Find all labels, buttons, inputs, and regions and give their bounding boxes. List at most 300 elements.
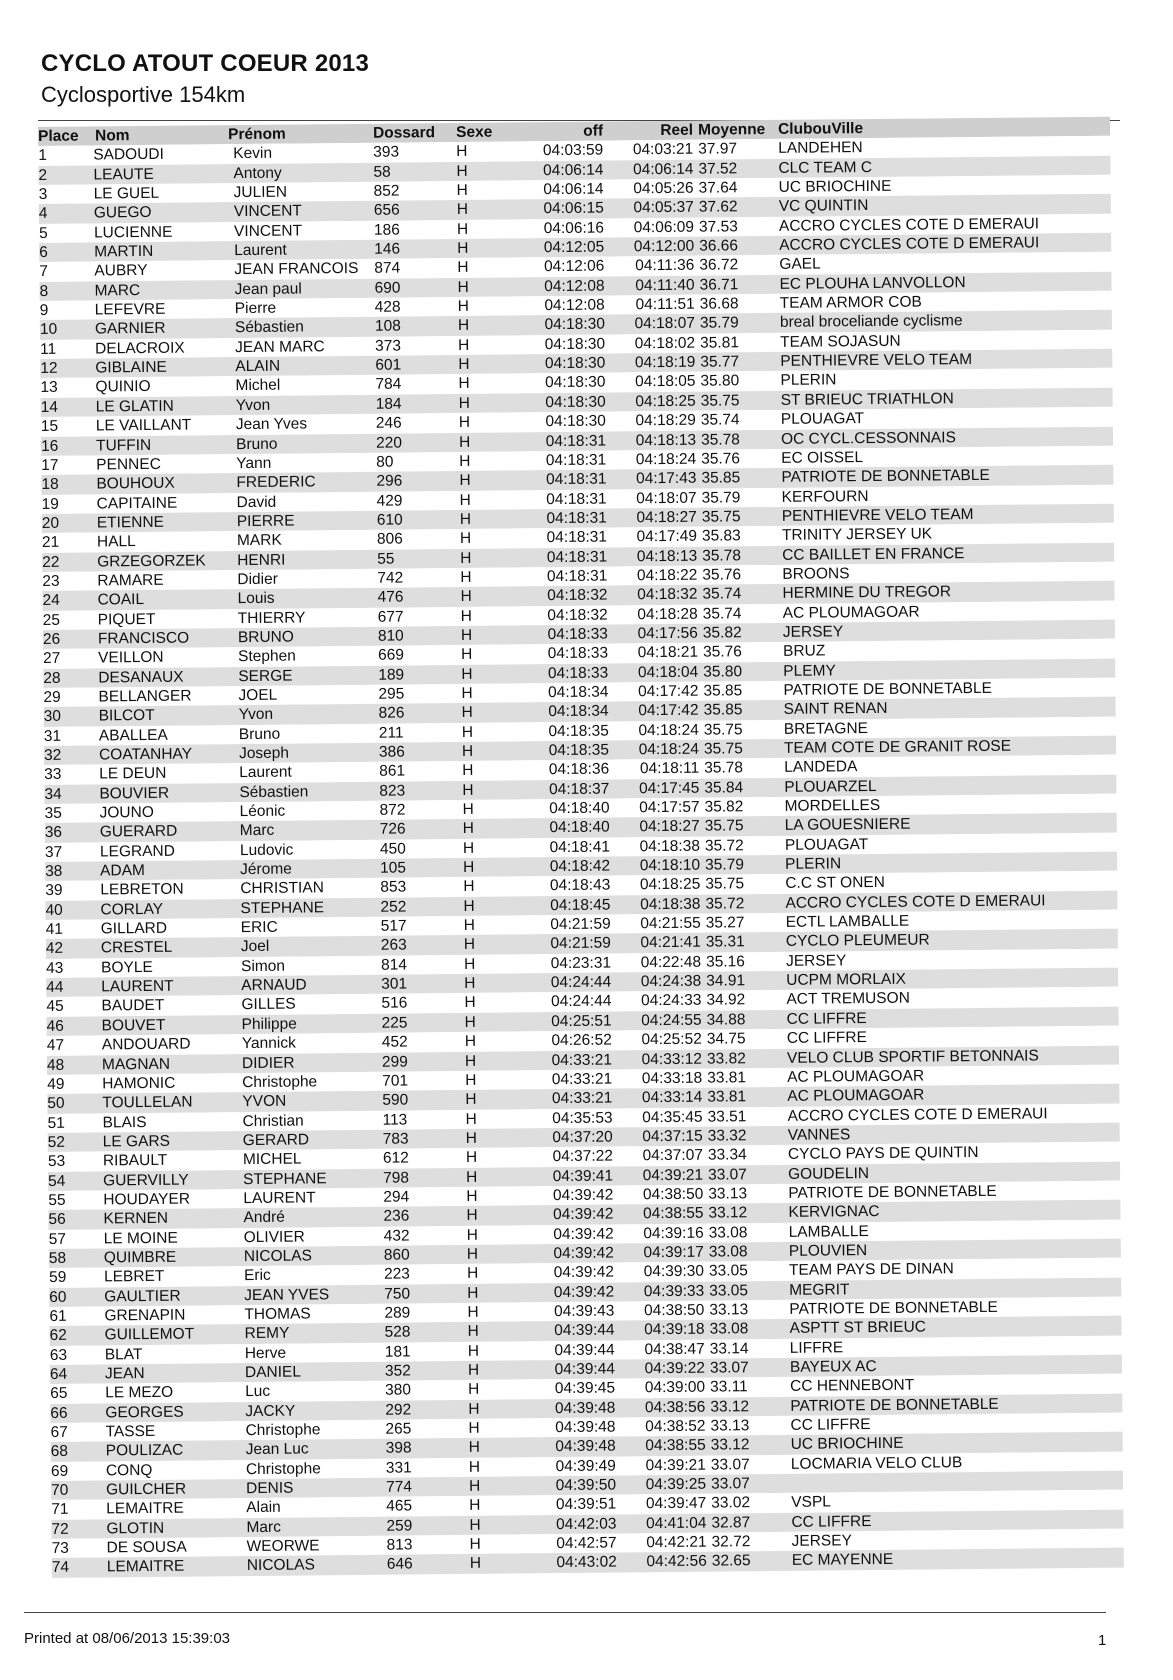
cell-off: 04:12:08 [544,277,605,295]
cell-nom: CRESTEL [100,939,173,957]
cell-prenom: REMY [244,1324,290,1343]
cell-sexe: H [459,472,471,490]
cell-moyenne: 33.12 [708,1204,748,1222]
cell-nom: RIBAULT [102,1152,168,1170]
cell-club: LANDEHEN [778,139,863,158]
cell-off: 04:39:41 [552,1167,614,1185]
cell-reel: 04:39:16 [643,1224,704,1242]
cell-club: PLOUVIEN [788,1242,868,1260]
cell-reel: 04:18:11 [639,760,700,778]
cell-place: 7 [39,263,49,281]
cell-prenom: DENIS [245,1479,294,1498]
cell-moyenne: 35.82 [702,624,742,642]
cell-off: 04:35:53 [552,1109,613,1127]
cell-sexe: H [469,1555,482,1573]
cell-moyenne: 33.81 [707,1069,747,1087]
cell-nom: BLAT [104,1345,143,1364]
cell-dossard: 292 [385,1401,412,1419]
cell-prenom: Yannick [241,1034,296,1053]
cell-nom: GUILCHER [106,1480,187,1499]
cell-moyenne: 35.80 [703,662,743,681]
cell-reel: 04:18:24 [635,450,697,469]
cell-off: 04:18:40 [549,818,610,837]
results-table [38,117,1124,1578]
cell-prenom: Sébastien [239,783,309,801]
header-reel: Reel [660,121,694,140]
cell-reel: 04:17:45 [638,779,700,797]
cell-sexe: H [458,355,470,374]
cell-dossard: 289 [384,1304,411,1322]
cell-sexe: H [468,1419,480,1437]
cell-nom: LEAUTE [93,165,154,184]
cell-sexe: H [461,704,473,722]
cell-prenom: Luc [245,1383,271,1401]
cell-place: 17 [41,456,59,474]
cell-dossard: 669 [378,646,405,665]
cell-place: 23 [42,572,60,590]
cell-prenom: STEPHANE [243,1169,327,1188]
cell-club: ACCRO CYCLES COTE D EMERAUI [785,892,1046,912]
cell-dossard: 263 [380,936,407,955]
cell-prenom: Kevin [233,145,273,163]
cell-moyenne: 33.81 [707,1088,747,1106]
cell-off: 04:39:48 [554,1399,616,1417]
cell-off: 04:18:30 [544,335,606,353]
cell-place: 42 [45,940,64,958]
cell-dossard: 798 [383,1169,410,1187]
cell-place: 19 [41,495,59,513]
cell-nom: COAIL [97,591,145,609]
cell-place: 68 [50,1443,69,1461]
cell-sexe: H [465,1091,477,1109]
cell-dossard: 806 [376,530,403,548]
cell-sexe: H [468,1381,480,1399]
cell-sexe: H [459,452,471,470]
cell-moyenne: 33.02 [711,1494,751,1513]
cell-reel: 04:06:14 [633,160,694,178]
cell-sexe: H [459,491,471,509]
cell-reel: 04:39:25 [645,1475,707,1494]
cell-place: 33 [44,766,62,784]
cell-reel: 04:18:05 [635,373,696,391]
cell-prenom: JEAN MARC [235,338,325,356]
cell-moyenne: 34.88 [706,1011,746,1029]
cell-dossard: 428 [374,298,401,316]
cell-prenom: Michel [235,377,281,395]
cell-off: 04:18:36 [548,760,610,779]
cell-prenom: Eric [243,1267,271,1285]
cell-moyenne: 35.81 [700,334,739,352]
cell-moyenne: 32.72 [711,1533,751,1551]
cell-off: 04:21:59 [550,915,611,934]
cell-off: 04:18:30 [544,316,606,334]
cell-reel: 04:18:28 [637,605,698,623]
cell-off: 04:23:31 [550,954,612,972]
cell-dossard: 784 [375,375,402,394]
cell-nom: QUIMBRE [103,1248,177,1267]
cell-place: 2 [38,166,48,184]
header-nom: Nom [95,127,130,145]
header-moyenne: Moyenne [697,121,766,139]
cell-reel: 04:33:12 [641,1050,703,1068]
cell-prenom: SERGE [238,667,293,685]
cell-club: TEAM ARMOR COB [779,293,922,312]
cell-nom: TUFFIN [95,436,152,454]
cell-place: 21 [41,534,60,552]
cell-place: 69 [50,1462,69,1480]
cell-sexe: H [461,665,473,683]
cell-nom: LEBRETON [100,881,184,899]
cell-nom: COATANHAY [98,745,193,764]
cell-off: 04:18:43 [549,876,611,895]
cell-reel: 04:39:22 [644,1359,706,1378]
cell-club: UC BRIOCHINE [790,1435,904,1454]
cell-moyenne: 33.07 [709,1359,749,1377]
cell-reel: 04:17:49 [636,527,698,546]
cell-nom: LE VAILLANT [95,416,192,435]
cell-off: 04:43:02 [556,1553,617,1572]
cell-reel: 04:17:56 [637,624,698,643]
cell-dossard: 246 [375,414,402,432]
cell-reel: 04:17:57 [639,798,700,817]
cell-nom: BOYLE [100,958,153,977]
cell-sexe: H [458,433,471,451]
cell-club: LAMBALLE [788,1222,869,1241]
cell-nom: ETIENNE [96,513,165,532]
cell-reel: 04:24:55 [641,1011,702,1030]
cell-prenom: Simon [240,957,286,975]
cell-place: 66 [50,1404,68,1422]
cell-dossard: 223 [383,1265,410,1284]
cell-place: 46 [46,1017,64,1035]
cell-moyenne: 35.74 [702,585,742,603]
cell-reel: 04:18:02 [634,334,696,353]
cell-moyenne: 33.12 [710,1397,750,1416]
cell-sexe: H [466,1265,479,1283]
cell-nom: HAMONIC [102,1074,176,1093]
cell-moyenne: 35.31 [705,933,745,952]
cell-off: 04:37:22 [552,1147,613,1166]
cell-dossard: 105 [380,859,407,877]
cell-sexe: H [460,588,472,606]
cell-dossard: 181 [384,1343,411,1361]
cell-moyenne: 35.75 [705,875,745,894]
cell-place: 55 [48,1191,66,1209]
cell-dossard: 331 [385,1459,412,1477]
cell-place: 64 [49,1365,68,1383]
cell-sexe: H [463,936,476,954]
cell-sexe: H [465,1110,477,1128]
cell-club: PATRIOTE DE BONNETABLE [788,1182,997,1202]
cell-off: 04:39:44 [554,1360,616,1379]
cell-place: 72 [51,1520,69,1538]
cell-prenom: Christophe [245,1460,321,1478]
cell-dossard: 465 [386,1497,413,1516]
cell-dossard: 823 [379,782,406,800]
cell-prenom: JEAN YVES [244,1285,330,1304]
cell-sexe: H [457,317,470,335]
cell-place: 53 [47,1153,66,1171]
cell-reel: 04:18:29 [635,411,696,430]
cell-dossard: 701 [382,1072,409,1090]
cell-reel: 04:17:42 [638,682,699,701]
cell-nom: DELACROIX [95,339,185,358]
cell-place: 38 [45,862,63,881]
cell-place: 71 [51,1501,69,1519]
cell-off: 04:06:14 [543,180,604,199]
cell-club: ACCRO CYCLES COTE D EMERAUI [779,234,1040,254]
cell-off: 04:06:15 [543,199,604,218]
cell-sexe: H [461,684,473,702]
cell-club: CC BAILLET EN FRANCE [782,544,965,564]
cell-prenom: Marc [239,822,275,840]
cell-reel: 04:38:56 [644,1398,706,1416]
cell-sexe: H [463,858,475,877]
cell-sexe: H [464,994,476,1012]
cell-off: 04:18:32 [547,606,608,624]
cell-place: 3 [38,185,48,204]
cell-prenom: Philippe [241,1015,297,1033]
cell-prenom: VINCENT [233,202,302,221]
cell-dossard: 646 [386,1555,413,1574]
cell-prenom: BRUNO [237,628,294,647]
cell-club: EC PLOUHA LANVOLLON [779,273,966,293]
cell-moyenne: 35.78 [700,430,740,449]
cell-club: OC CYCL.CESSONNAIS [780,428,956,448]
cell-prenom: JULIEN [233,183,288,202]
cell-place: 18 [41,476,59,494]
cell-place: 26 [42,630,61,648]
cell-sexe: H [457,239,469,258]
cell-off: 04:18:37 [548,780,610,798]
cell-sexe: H [465,1149,478,1167]
cell-place: 60 [49,1288,67,1306]
cell-place: 54 [48,1172,66,1190]
cell-prenom: Christophe [242,1073,318,1091]
cell-moyenne: 35.85 [703,701,743,719]
cell-nom: LAURENT [101,977,174,996]
cell-nom: HALL [96,533,136,551]
cell-place: 70 [51,1481,69,1499]
cell-club: CLC TEAM C [778,158,873,177]
cell-dossard: 612 [382,1149,409,1167]
cell-dossard: 853 [380,878,407,897]
cell-reel: 04:05:26 [633,179,694,198]
cell-reel: 04:22:48 [640,953,702,972]
cell-off: 04:18:41 [549,838,611,856]
page-subtitle: Cyclosportive 154km [41,82,246,107]
cell-sexe: H [468,1458,481,1476]
cell-off: 04:39:43 [553,1302,615,1321]
cell-moyenne: 33.13 [710,1417,750,1435]
cell-off: 04:39:49 [555,1457,616,1475]
cell-place: 30 [43,708,61,726]
cell-prenom: Laurent [234,241,287,260]
cell-club: LOCMARIA VELO CLUB [790,1453,963,1473]
header-club: ClubouVille [777,120,864,138]
cell-moyenne: 33.13 [708,1185,748,1203]
cell-prenom: THOMAS [244,1305,311,1324]
cell-club: UCPM MORLAIX [786,970,907,989]
cell-place: 39 [45,882,63,900]
cell-prenom: DANIEL [244,1363,302,1382]
cell-club: VSPL [791,1493,831,1512]
cell-club: ACCRO CYCLES COTE D EMERAUI [778,215,1040,235]
cell-place: 35 [44,804,62,822]
cell-moyenne: 33.14 [709,1339,749,1358]
cell-moyenne: 33.11 [710,1378,748,1396]
cell-dossard: 826 [378,704,405,723]
cell-prenom: ARNAUD [241,976,307,995]
cell-nom: BILCOT [98,707,155,725]
cell-dossard: 380 [385,1381,412,1400]
cell-sexe: H [460,568,472,586]
cell-moyenne: 35.75 [701,508,741,526]
cell-prenom: Stephen [238,647,296,666]
cell-club: TEAM PAYS DE DINAN [788,1260,954,1280]
cell-reel: 04:24:38 [640,972,702,991]
cell-off: 04:39:51 [555,1495,617,1514]
cell-club: JERSEY [785,952,847,970]
cell-reel: 04:18:07 [636,489,697,507]
cell-sexe: H [466,1226,478,1244]
cell-nom: MARC [94,281,141,300]
cell-place: 37 [44,843,63,861]
cell-nom: LE GLATIN [95,397,174,416]
cell-off: 04:03:59 [542,141,604,160]
cell-nom: GLOTIN [106,1519,165,1538]
cell-place: 57 [48,1230,67,1248]
cell-prenom: CHRISTIAN [240,879,324,898]
cell-moyenne: 37.97 [698,140,738,159]
cell-place: 63 [49,1346,68,1364]
cell-moyenne: 33.07 [708,1165,747,1184]
cell-reel: 04:37:07 [642,1146,703,1165]
cell-moyenne: 37.62 [698,198,738,217]
cell-sexe: H [465,1071,477,1089]
cell-sexe: H [466,1168,478,1186]
cell-prenom: Didier [237,570,278,589]
cell-dossard: 517 [380,917,407,935]
cell-reel: 04:39:00 [644,1378,706,1397]
cell-prenom: WEORWE [246,1537,320,1556]
cell-sexe: H [464,974,476,993]
cell-nom: QUINIO [95,378,151,396]
cell-moyenne: 34.75 [706,1030,746,1048]
cell-dossard: 236 [383,1207,410,1225]
cell-reel: 04:38:50 [643,1301,705,1320]
cell-sexe: H [469,1535,481,1554]
cell-moyenne: 35.85 [701,469,741,487]
cell-moyenne: 35.78 [702,546,742,565]
cell-dossard: 296 [376,472,403,490]
cell-club: C.C ST ONEN [785,874,886,893]
cell-place: 11 [40,340,57,358]
cell-place: 49 [47,1075,65,1093]
cell-moyenne: 32.87 [711,1513,751,1532]
cell-club: KERFOURN [781,487,869,506]
cell-dossard: 656 [373,201,400,220]
cell-prenom: Bruno [235,435,278,453]
cell-place: 74 [51,1559,70,1577]
cell-prenom: OLIVIER [243,1228,305,1246]
cell-dossard: 352 [384,1362,411,1380]
cell-dossard: 113 [382,1111,408,1129]
cell-reel: 04:18:25 [639,876,701,894]
cell-club: LIFFRE [789,1338,844,1357]
cell-moyenne: 36.71 [699,276,739,294]
cell-off: 04:18:30 [545,393,606,411]
cell-sexe: H [469,1497,481,1515]
cell-place: 44 [46,978,64,997]
cell-club: EC MAYENNE [791,1551,894,1570]
cell-sexe: H [462,800,474,818]
cell-moyenne: 33.32 [707,1127,747,1145]
cell-off: 04:18:30 [544,354,606,373]
cell-prenom: MARK [236,531,282,550]
cell-prenom: FREDERIC [236,473,316,492]
cell-prenom: Christian [242,1112,304,1130]
cell-moyenne: 35.76 [701,450,741,468]
cell-nom: MARTIN [94,242,154,261]
cell-place: 40 [45,901,63,919]
cell-club: PENTHIEVRE VELO TEAM [780,351,973,371]
cell-off: 04:26:52 [551,1031,612,1050]
cell-off: 04:25:51 [551,1012,612,1030]
cell-reel: 04:18:24 [638,740,700,759]
cell-reel: 04:38:50 [642,1185,704,1204]
cell-nom: TASSE [105,1422,156,1441]
cell-reel: 04:21:55 [640,914,701,933]
cell-off: 04:18:34 [548,683,609,702]
cell-reel: 04:18:27 [636,508,697,527]
cell-dossard: 690 [374,279,401,297]
cell-dossard: 80 [376,453,394,471]
cell-nom: GILLARD [100,919,168,938]
cell-club: JERSEY [791,1532,853,1550]
cell-place: 8 [39,282,49,300]
cell-club: TEAM SOJASUN [780,332,901,351]
cell-club: TRINITY JERSEY UK [781,525,933,545]
cell-nom: GRENAPIN [104,1306,186,1325]
cell-prenom: MICHEL [242,1150,302,1169]
cell-moyenne: 33.05 [708,1262,748,1280]
cell-club: CC LIFFRE [791,1512,872,1531]
cell-off: 04:18:45 [550,896,611,914]
cell-off: 04:39:42 [553,1205,614,1224]
cell-club: LA GOUESNIERE [784,816,911,835]
cell-off: 04:39:42 [553,1283,615,1301]
cell-reel: 04:25:52 [641,1030,702,1049]
cell-club: AC PLOUMAGOAR [787,1086,925,1106]
cell-moyenne: 35.74 [702,604,742,623]
cell-club: ECTL LAMBALLE [785,912,910,931]
cell-prenom: THIERRY [237,609,306,627]
cell-dossard: 677 [377,608,404,626]
cell-moyenne: 35.76 [702,566,742,584]
cell-sexe: H [463,897,475,915]
cell-moyenne: 33.51 [707,1107,747,1126]
cell-sexe: H [456,201,469,219]
cell-prenom: HENRI [237,551,286,569]
cell-moyenne: 35.16 [705,953,745,971]
cell-dossard: 861 [379,762,406,781]
header-prenom: Prénom [228,125,286,144]
cell-place: 5 [38,224,48,242]
cell-moyenne: 36.68 [699,295,739,313]
cell-off: 04:18:40 [549,799,610,818]
cell-off: 04:39:44 [554,1321,615,1340]
